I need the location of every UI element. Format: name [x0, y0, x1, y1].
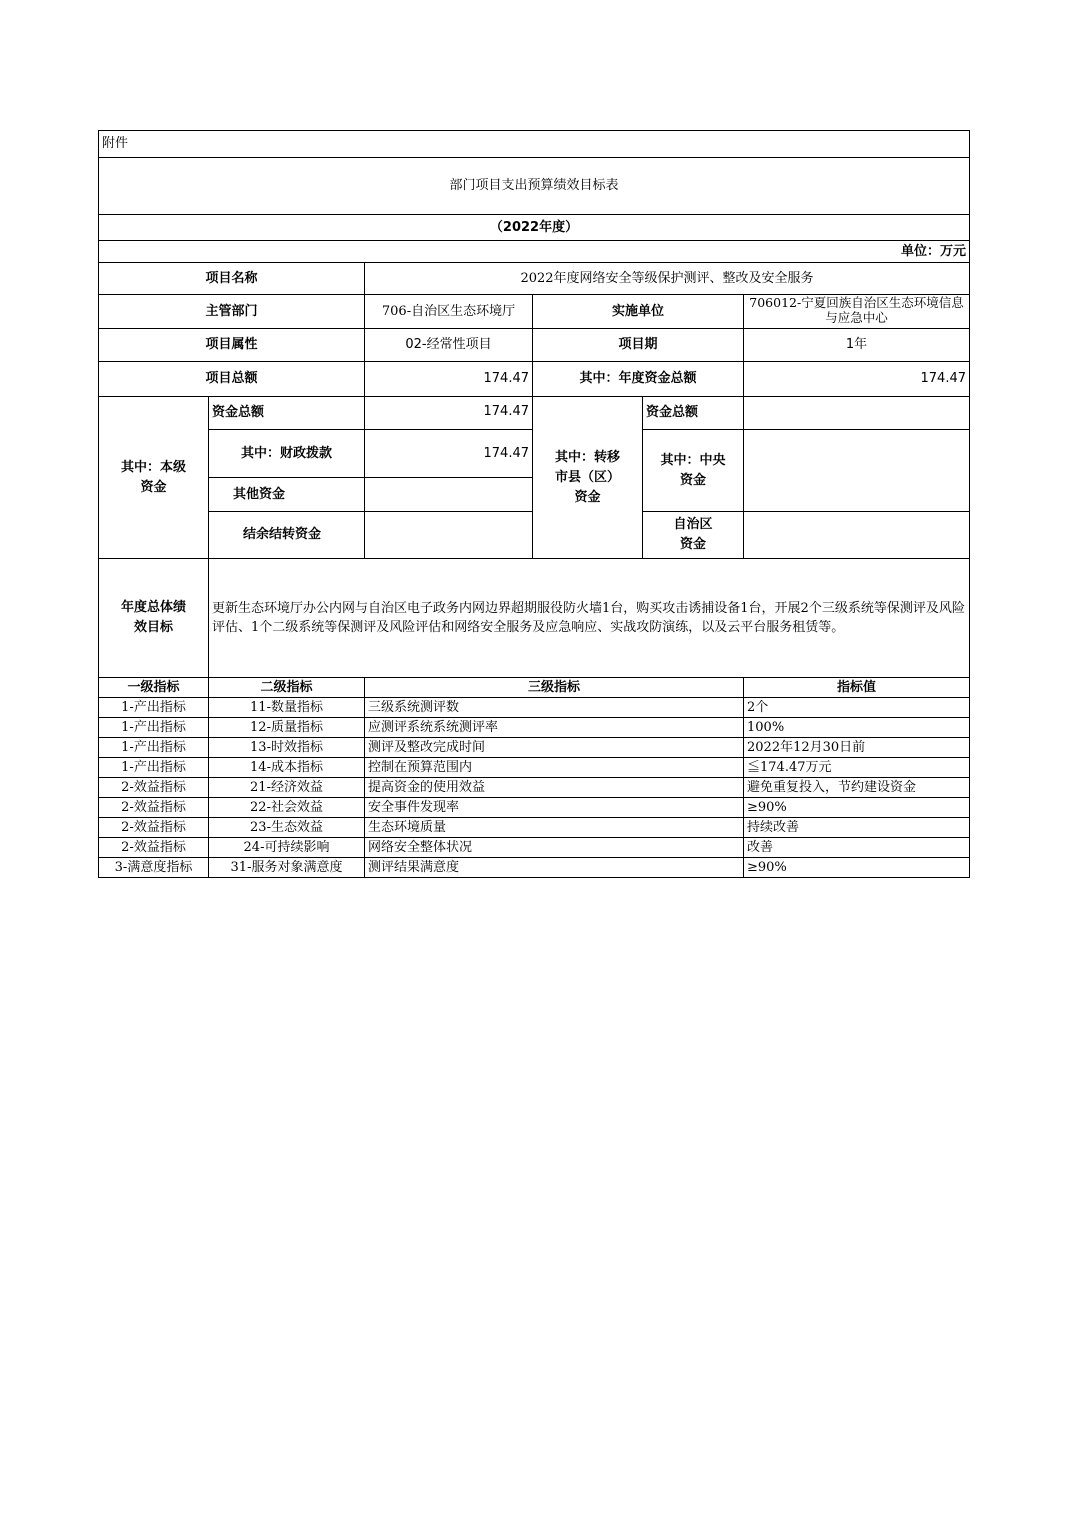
dept-value: 706-自治区生态环境厅 [365, 295, 533, 329]
impl-label: 实施单位 [533, 295, 744, 329]
indicator-level1: 1-产出指标 [99, 738, 209, 758]
annual-total-label: 其中：年度资金总额 [533, 362, 744, 397]
table-row [99, 738, 970, 758]
transfer-total-label: 资金总额 [643, 397, 744, 430]
impl-value: 706012-宁夏回族自治区生态环境信息与应急中心 [744, 295, 970, 329]
indicator-value: ≥90% [744, 798, 970, 818]
period-label: 项目期 [533, 329, 744, 362]
other-funds-value [365, 478, 533, 512]
table-row [99, 718, 970, 738]
indicator-level1: 3-满意度指标 [99, 858, 209, 878]
table-row [99, 858, 970, 878]
indicator-level1: 1-产出指标 [99, 698, 209, 718]
indicator-value: ≥90% [744, 858, 970, 878]
table-row [99, 818, 970, 838]
surplus-funds-value [365, 512, 533, 559]
central-funds-label: 其中：中央资金 [643, 430, 744, 512]
indicator-level1: 1-产出指标 [99, 758, 209, 778]
indicator-value: ≦174.47万元 [744, 758, 970, 778]
indicator-value: 避免重复投入，节约建设资金 [744, 778, 970, 798]
other-funds-label: 其他资金 [209, 478, 365, 512]
indicator-level2: 24-可持续影响 [209, 838, 365, 858]
annual-goal-text: 更新生态环境厅办公内网与自治区电子政务内网边界超期服役防火墙1台，购买攻击诱捕设备1台，开展2个三级系统等保测评及风险评估、1个二级系统等保测评及风险评估和网络安全服务及应急响应、实战攻防演练，以及云平台服务租赁等。 [209, 559, 970, 678]
fund-total-value: 174.47 [365, 397, 533, 430]
performance-target-table [98, 130, 970, 878]
indicator-level3: 控制在预算范围内 [365, 758, 744, 778]
indicator-level2: 23-生态效益 [209, 818, 365, 838]
table-row [99, 778, 970, 798]
attr-label: 项目属性 [99, 329, 365, 362]
table-row [99, 758, 970, 778]
indicator-header-level2: 二级指标 [209, 678, 365, 698]
indicator-level1: 2-效益指标 [99, 818, 209, 838]
period-value: 1年 [744, 329, 970, 362]
indicator-header-level3: 三级指标 [365, 678, 744, 698]
total-label: 项目总额 [99, 362, 365, 397]
surplus-funds-label: 结余结转资金 [209, 512, 365, 559]
dept-label: 主管部门 [99, 295, 365, 329]
indicator-level3: 安全事件发现率 [365, 798, 744, 818]
indicator-value: 持续改善 [744, 818, 970, 838]
fiscal-label: 其中：财政拨款 [209, 430, 365, 478]
indicator-level2: 21-经济效益 [209, 778, 365, 798]
indicator-level1: 2-效益指标 [99, 838, 209, 858]
transfer-total-value [744, 397, 970, 430]
local-funds-label: 其中：本级资金 [99, 397, 209, 559]
table-row [99, 798, 970, 818]
annual-total-value: 174.47 [744, 362, 970, 397]
indicator-level3: 应测评系统系统测评率 [365, 718, 744, 738]
indicator-header-level1: 一级指标 [99, 678, 209, 698]
annual-goal-label: 年度总体绩效目标 [99, 559, 209, 678]
indicator-level1: 2-效益指标 [99, 778, 209, 798]
total-value: 174.47 [365, 362, 533, 397]
attr-value: 02-经常性项目 [365, 329, 533, 362]
indicator-level3: 网络安全整体状况 [365, 838, 744, 858]
table-row [99, 838, 970, 858]
indicator-level1: 1-产出指标 [99, 718, 209, 738]
indicator-level2: 22-社会效益 [209, 798, 365, 818]
indicator-level1: 2-效益指标 [99, 798, 209, 818]
indicator-value: 100% [744, 718, 970, 738]
indicator-level2: 14-成本指标 [209, 758, 365, 778]
indicator-level2: 13-时效指标 [209, 738, 365, 758]
region-funds-label: 自治区资金 [643, 512, 744, 559]
fiscal-value: 174.47 [365, 430, 533, 478]
indicator-level2: 11-数量指标 [209, 698, 365, 718]
transfer-funds-label: 其中：转移市县（区）资金 [533, 397, 643, 559]
indicator-value: 2022年12月30日前 [744, 738, 970, 758]
indicator-level2: 31-服务对象满意度 [209, 858, 365, 878]
project-name-label: 项目名称 [99, 263, 365, 295]
central-funds-value [744, 430, 970, 512]
indicator-value: 2个 [744, 698, 970, 718]
unit-label: 单位：万元 [99, 241, 970, 263]
indicator-level3: 生态环境质量 [365, 818, 744, 838]
fund-total-label: 资金总额 [209, 397, 365, 430]
region-funds-value [744, 512, 970, 559]
attachment-label: 附件 [99, 131, 970, 158]
fiscal-year: （2022年度） [99, 215, 970, 241]
indicator-level3: 测评结果满意度 [365, 858, 744, 878]
indicator-level2: 12-质量指标 [209, 718, 365, 738]
indicator-header-value: 指标值 [744, 678, 970, 698]
table-row [99, 698, 970, 718]
project-name-value: 2022年度网络安全等级保护测评、整改及安全服务 [365, 263, 970, 295]
indicator-level3: 测评及整改完成时间 [365, 738, 744, 758]
indicator-value: 改善 [744, 838, 970, 858]
indicator-level3: 三级系统测评数 [365, 698, 744, 718]
page-title: 部门项目支出预算绩效目标表 [99, 158, 970, 215]
indicator-level3: 提高资金的使用效益 [365, 778, 744, 798]
